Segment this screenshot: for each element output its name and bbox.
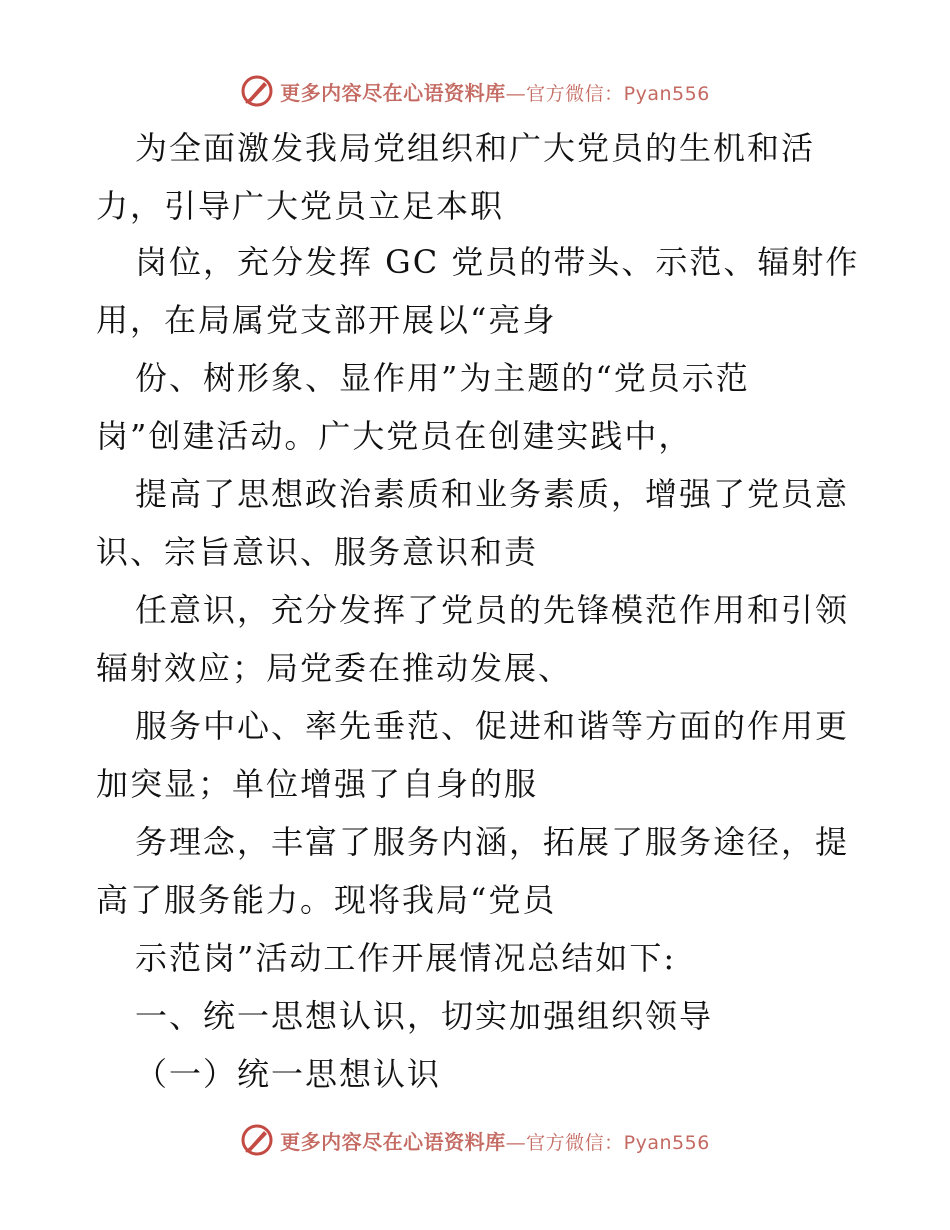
paragraph-line: 识、宗旨意识、服务意识和责 [96,533,539,571]
paragraph-line: 加突显；单位增强了自身的服 [96,765,539,803]
watermark-contact-label: 官方微信： [526,1131,624,1154]
paragraph-line: 岗”创建活动。广大党员在创建实践中， [96,417,693,455]
quill-pen-logo-icon [240,74,274,108]
section-heading: 一、统一思想认识，切实加强组织领导 [135,997,714,1035]
footer-watermark [0,1120,950,1160]
watermark-contact-label: 官方微信： [526,82,624,105]
watermark-contact-id: Pyan556 [623,1131,710,1154]
quill-pen-logo-icon [240,1123,274,1157]
paragraph-line: 份、树形象、显作用”为主题的“党员示范 [135,359,750,397]
paragraph-line: 任意识，充分发挥了党员的先锋模范作用和引领 [135,591,850,629]
paragraph-line: 岗位，充分发挥 GC 党员的带头、示范、辐射作 [135,243,860,281]
paragraph-line: 用，在局属党支部开展以“亮身 [96,301,557,339]
watermark-site-name: 更多内容尽在心语资料库 [280,80,506,105]
watermark-dash: — [505,80,527,105]
paragraph-line: 高了服务能力。现将我局“党员 [96,881,557,919]
watermark-dash: — [505,1129,527,1154]
paragraph-line: 辐射效应；局党委在推动发展、 [96,649,573,687]
header-watermark [0,71,950,111]
paragraph-line: 力，引导广大党员立足本职 [96,187,505,225]
watermark-contact-id: Pyan556 [623,82,710,105]
paragraph-line: 务理念，丰富了服务内涵，拓展了服务途径，提 [135,823,850,861]
watermark-site-name: 更多内容尽在心语资料库 [280,1129,506,1154]
paragraph-line: 服务中心、率先垂范、促进和谐等方面的作用更 [135,707,850,745]
paragraph-line: 示范岗”活动工作开展情况总结如下: [135,939,677,977]
subsection-heading: （一）统一思想认识 [135,1055,442,1093]
paragraph-line: 提高了思想政治素质和业务素质，增强了党员意 [135,475,850,513]
paragraph-line: 为全面激发我局党组织和广大党员的生机和活 [135,129,816,167]
